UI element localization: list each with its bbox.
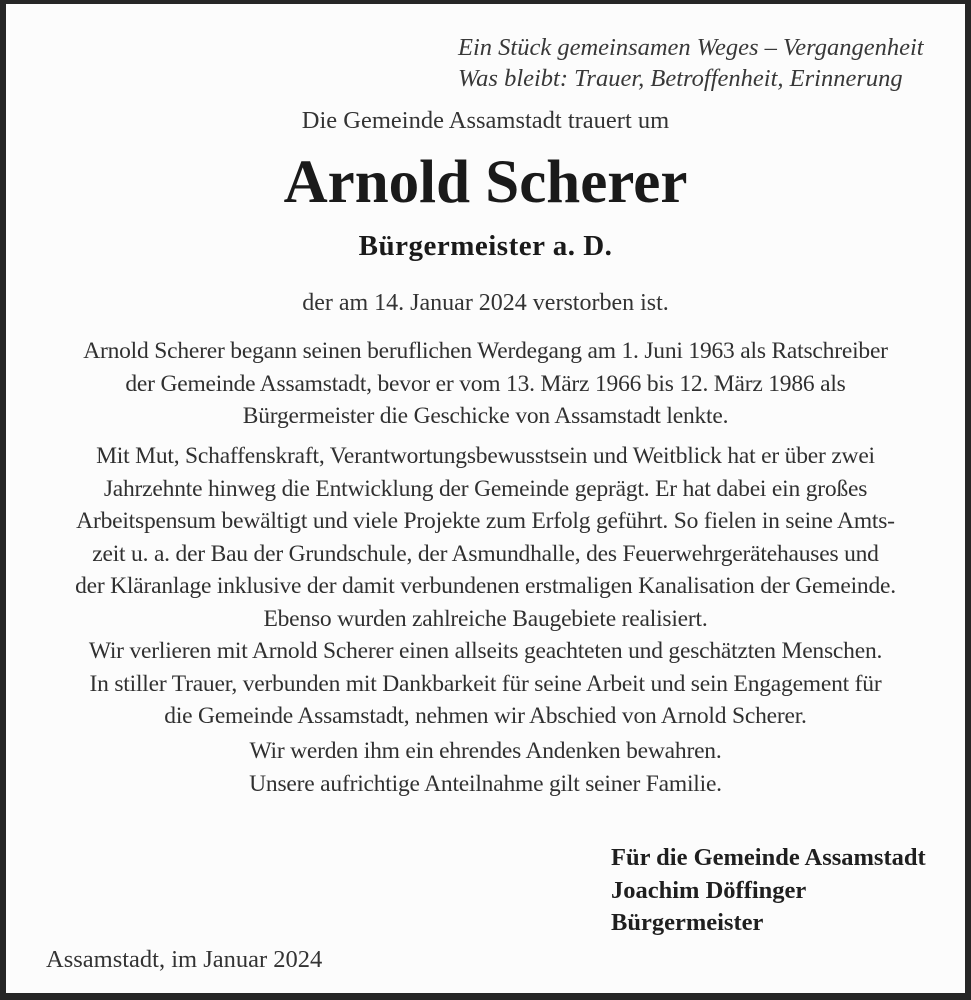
text-line: Jahrzehnte hinweg die Entwicklung der Gemeinde geprägt. Er hat dabei ein großes (103, 475, 868, 502)
text-line: Für die Gemeinde Assamstadt (611, 844, 926, 871)
text-line: Ebenso wurden zahlreiche Baugebiete realisiert. (263, 605, 708, 632)
biography-paragraph (6, 335, 965, 433)
text-line: Joachim Döffinger (611, 876, 807, 904)
death-date-line: der am 14. Januar 2024 verstorben ist. (302, 290, 669, 316)
text-line: der Gemeinde Assamstadt, bevor er vom 13. März 1966 bis 12. März 1986 als (125, 370, 846, 397)
text-line: Was bleibt: Trauer, Betroffenheit, Erinnerung (458, 65, 903, 92)
tribute-paragraph (6, 440, 965, 733)
text-line: Bürgermeister die Geschicke von Assamstadt lenkte. (242, 403, 729, 429)
text-line: Unsere aufrichtige Anteilnahme gilt seiner Familie. (249, 770, 722, 797)
text-line: Mit Mut, Schaffenskraft, Verantwortungsbewusstsein und Weitblick hat er über zwei (96, 443, 875, 469)
text-line: Bürgermeister (611, 909, 764, 936)
text-line: Arnold Scherer begann seinen beruflichen Werdegang am 1. Juni 1963 als Ratschreiber (83, 338, 888, 364)
intro-line: Die Gemeinde Assamstadt trauert um (301, 107, 670, 134)
signature-block (611, 842, 926, 940)
motto-quote (458, 32, 924, 94)
text-line: Wir verlieren mit Arnold Scherer einen allseits geachteten und geschätzten Menschen. (88, 638, 883, 664)
dateline: Assamstadt, im Januar 2024 (46, 946, 323, 973)
closing-paragraph (6, 735, 965, 800)
text-line: Ein Stück gemeinsamen Weges – Vergangenheit (458, 34, 924, 61)
text-line: zeit u. a. der Bau der Grundschule, der Asmundhalle, des Feuerwehrgerätehauses und (92, 540, 879, 567)
text-line: In stiller Trauer, verbunden mit Dankbarkeit für seine Arbeit und sein Engagement für (89, 670, 882, 697)
deceased-name: Arnold Scherer (283, 149, 688, 216)
text-line: der Kläranlage inklusive der damit verbundenen erstmaligen Kanalisation der Gemeinde. (75, 573, 896, 599)
text-line: die Gemeinde Assamstadt, nehmen wir Abschied von Arnold Scherer. (164, 703, 807, 729)
text-line: Arbeitspensum bewältigt und viele Projekte zum Erfolg geführt. So fielen in seine Amts- (76, 508, 895, 534)
deceased-title: Bürgermeister a. D. (358, 230, 613, 262)
text-line: Wir werden ihm ein ehrendes Andenken bewahren. (249, 738, 722, 764)
